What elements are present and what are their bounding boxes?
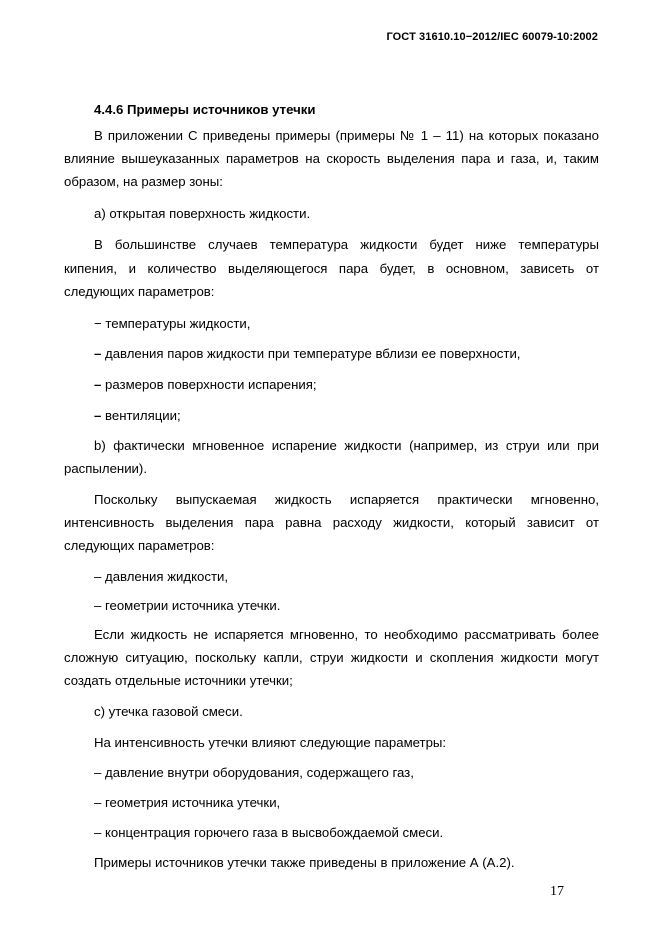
paragraph-line: Поскольку выпускаемая жидкость испаряется практически мгновенно, xyxy=(94,492,599,507)
paragraph-line: распылении). xyxy=(64,461,147,476)
paragraph-line: На интенсивность утечки влияют следующие параметры: xyxy=(94,735,447,750)
list-item xyxy=(94,408,181,423)
list-item: – давления жидкости, xyxy=(94,569,229,584)
list-item: – концентрация горючего газа в высвобождаемой смеси. xyxy=(94,825,444,840)
paragraph-line: кипения, и количество выделяющегося пара будет, в основном, зависеть от xyxy=(64,261,599,276)
list-item-text: размеров поверхности испарения; xyxy=(101,377,317,392)
paragraph-line: создать отдельные источники утечки; xyxy=(64,673,293,688)
paragraph-line: b) фактически мгновенное испарение жидкости (например, из струи или при xyxy=(94,438,599,453)
paragraph-line: сложную ситуацию, поскольку капли, струи жидкости и скопления жидкости могут xyxy=(64,650,599,665)
paragraph-line: следующих параметров: xyxy=(64,538,215,553)
page-number: 17 xyxy=(550,884,564,899)
paragraph-line: образом, на размер зоны: xyxy=(64,174,223,189)
list-item: с) утечка газовой смеси. xyxy=(94,704,243,719)
list-item: а) открытая поверхность жидкости. xyxy=(94,206,311,221)
paragraph-line: В приложении С приведены примеры (примеры № 1 – 11) на которых показано xyxy=(94,128,599,143)
document-header: ГОСТ 31610.10−2012/IEC 60079-10:2002 xyxy=(386,31,598,43)
list-item xyxy=(94,346,520,361)
paragraph-line: следующих параметров: xyxy=(64,284,215,299)
list-item-text: вентиляции; xyxy=(101,408,181,423)
list-dash: – xyxy=(94,408,102,423)
paragraph-line: Если жидкость не испаряется мгновенно, то необходимо рассматривать более xyxy=(94,627,599,642)
list-item: − температуры жидкости, xyxy=(94,316,251,331)
paragraph-line: интенсивность выделения пара равна расходу жидкости, который зависит от xyxy=(64,515,599,530)
paragraph-line: В большинстве случаев температура жидкости будет ниже температуры xyxy=(94,237,599,252)
list-dash: – xyxy=(94,346,102,361)
list-item xyxy=(94,377,317,392)
paragraph-line: Примеры источников утечки также приведены в приложение А (А.2). xyxy=(94,855,515,870)
paragraph-line: влияние вышеуказанных параметров на скорость выделения пара и газа, и, таким xyxy=(64,151,599,166)
section-heading: 4.4.6 Примеры источников утечки xyxy=(94,102,316,117)
list-item: – геометрия источника утечки, xyxy=(94,795,281,810)
list-item: – геометрии источника утечки. xyxy=(94,598,281,613)
list-item-text: давления паров жидкости при температуре вблизи ее поверхности, xyxy=(101,346,521,361)
list-dash: – xyxy=(94,377,102,392)
list-item: – давление внутри оборудования, содержащего газ, xyxy=(94,765,414,780)
